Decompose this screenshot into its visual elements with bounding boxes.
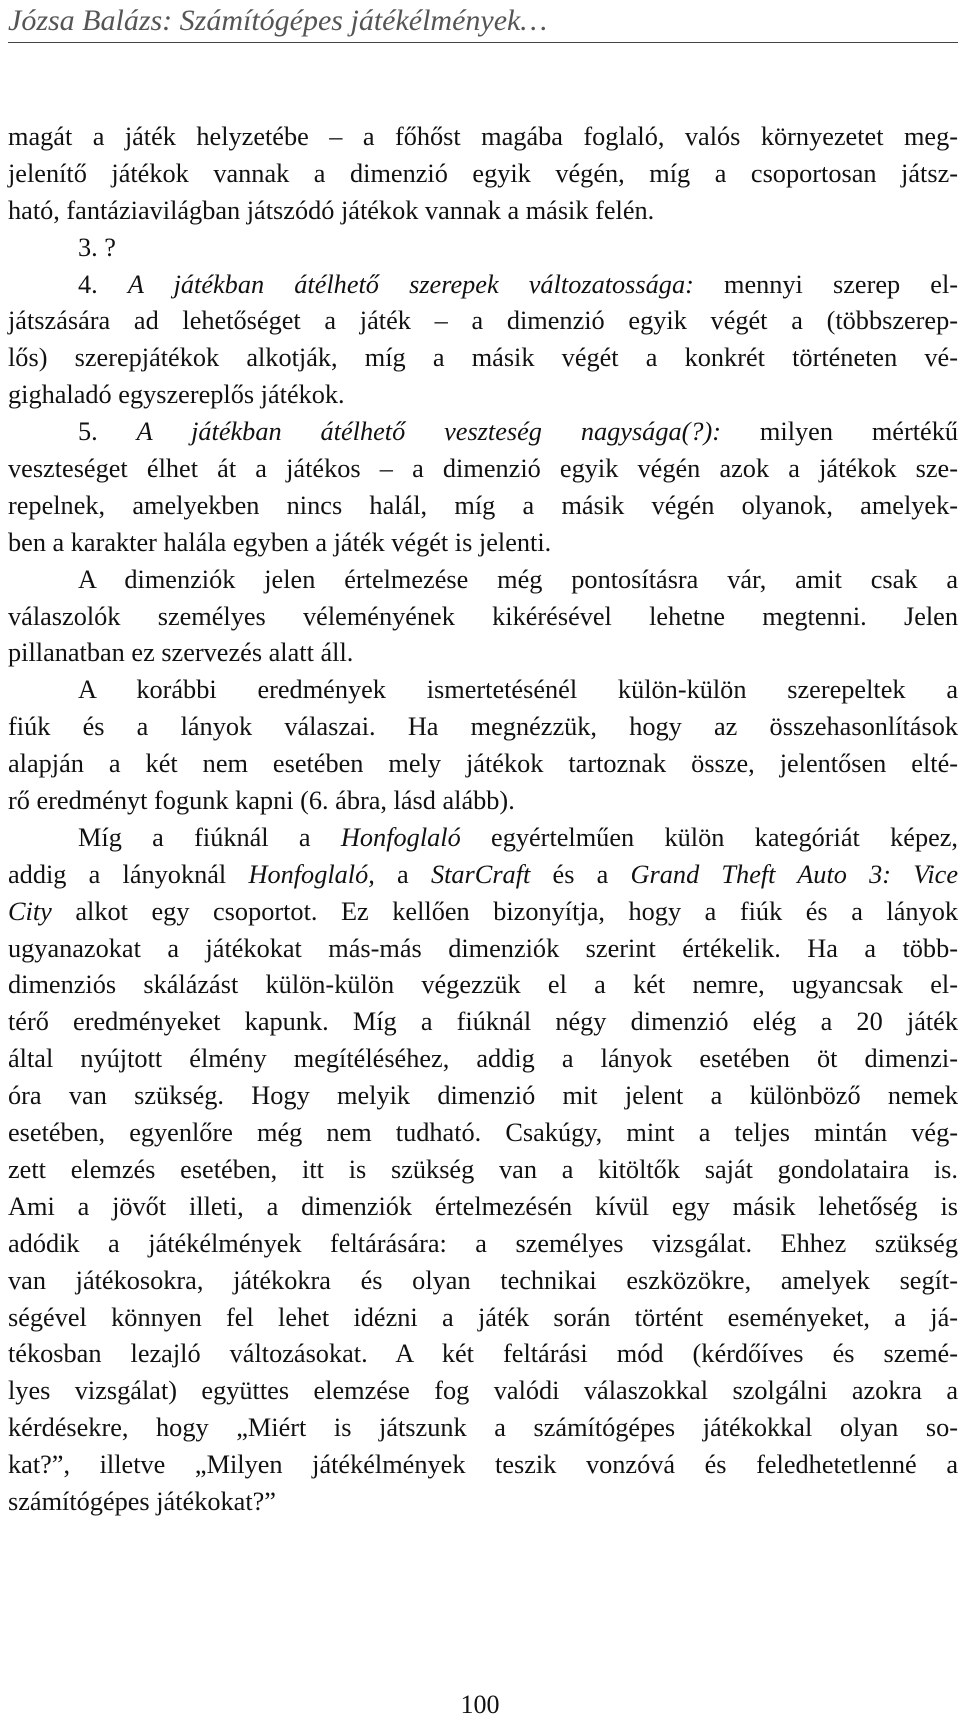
text-span: A dimenziók jelen értelmezése még pontosításra vár, amit csak a <box>78 564 958 594</box>
text-line <box>8 119 958 156</box>
text-line <box>8 1263 958 1300</box>
text-line <box>8 230 958 267</box>
text-span: ugyanazokat a játékokat más-más dimenziók szerint értékelik. Ha a több- <box>8 933 958 963</box>
text-line <box>8 1115 958 1152</box>
text-span: Ami a jövőt illeti, a dimenziók értelmezésén kívül egy másik lehetőség is <box>8 1191 958 1221</box>
text-line <box>8 599 958 636</box>
page-number: 100 <box>460 1690 500 1719</box>
text-line <box>8 1189 958 1226</box>
text-line <box>8 746 958 783</box>
text-line <box>8 1336 958 1373</box>
text-span: jelenítő játékok vannak a dimenzió egyik végén, míg a csoportosan játsz- <box>8 158 958 188</box>
text-span: dimenziós skálázást külön-külön végezzük el a két nemre, ugyancsak el- <box>8 970 958 1000</box>
text-span: kat?”, illetve „Milyen játékélmények teszik vonzóvá és feledhetetlenné a <box>8 1450 958 1480</box>
text-span: 5. <box>78 417 137 447</box>
text-span: alkot egy csoportot. Ez kellően bizonyítja, hogy a fiúk és a lányok <box>51 896 958 926</box>
text-span: addig a lányoknál <box>8 859 249 889</box>
text-span: adódik a játékélmények feltárására: a személyes vizsgálat. Ehhez szükség <box>8 1228 958 1258</box>
text-line <box>8 1152 958 1189</box>
text-span: ségével könnyen fel lehet idézni a játék során történt eseményeket, a já- <box>8 1302 958 1332</box>
text-line <box>8 857 958 894</box>
text-line <box>8 340 958 377</box>
header-rule <box>8 42 958 43</box>
text-line <box>8 1041 958 1078</box>
text-span: egyértelműen külön kategóriát képez, <box>460 822 959 852</box>
text-span: milyen mértékű <box>721 417 959 447</box>
body-text <box>8 119 958 1521</box>
text-span: fiúk és a lányok válaszai. Ha megnézzük, hogy az összehasonlítások <box>8 712 958 742</box>
text-span: esetében, egyenlőre még nem tudható. Csakúgy, mint a teljes mintán vég- <box>8 1118 958 1148</box>
text-line <box>8 1410 958 1447</box>
running-header: Józsa Balázs: Számítógépes játékélmények… <box>8 4 548 37</box>
italic-span: Honfoglaló <box>340 822 461 852</box>
text-line <box>8 488 958 525</box>
text-line <box>8 1300 958 1337</box>
text-span: óra van szükség. Hogy melyik dimenzió mit jelent a különböző nemek <box>8 1081 958 1111</box>
text-line <box>8 1447 958 1484</box>
text-span: rő eredményt fogunk kapni (6. ábra, lásd alább). <box>8 786 515 816</box>
text-line <box>8 894 958 931</box>
text-span: a <box>374 859 431 889</box>
text-span: 4. <box>78 269 128 299</box>
text-span: lyes vizsgálat) együttes elemzése fog valódi válaszokkal szolgálni azokra a <box>8 1376 958 1406</box>
text-span: zett elemzés esetében, itt is szükség van a kitöltők saját gondolataira is. <box>8 1154 958 1184</box>
text-span: alapján a két nem esetében mely játékok tartoznak össze, jelentősen elté- <box>8 749 958 779</box>
text-span: ben a karakter halála egyben a játék végét is jelenti. <box>8 527 552 557</box>
text-span: magát a játék helyzetébe – a főhőst magába foglaló, valós környezetet meg- <box>8 122 958 151</box>
text-line <box>8 525 958 562</box>
text-span: számítógépes játékokat?” <box>8 1486 276 1516</box>
text-line <box>8 562 958 599</box>
text-line <box>8 1004 958 1041</box>
text-line <box>8 1078 958 1115</box>
text-line <box>8 931 958 968</box>
text-line <box>8 820 958 857</box>
text-span: ható, fantáziavilágban játszódó játékok vannak a másik felén. <box>8 195 655 225</box>
text-line <box>8 1373 958 1410</box>
italic-span: A játékban átélhető szerepek változatossága: <box>127 269 694 299</box>
text-line <box>8 783 958 820</box>
text-span: pillanatban ez szervezés alatt áll. <box>8 638 354 668</box>
italic-span: StarCraft <box>430 859 531 889</box>
text-span: által nyújtott élmény megítéléséhez, addig a lányok esetében öt dimenzi- <box>8 1044 958 1074</box>
text-span: veszteséget élhet át a játékos – a dimenzió egyik végén azok a játékok sze- <box>8 454 958 484</box>
text-line <box>8 709 958 746</box>
text-line <box>8 303 958 340</box>
text-span: 3. ? <box>78 232 116 262</box>
text-line <box>8 672 958 709</box>
text-span: tékosban lezajló változásokat. A két feltárási mód (kérdőíves és szemé- <box>8 1339 958 1369</box>
italic-span: Grand Theft Auto 3: Vice <box>630 859 958 889</box>
text-span: játszására ad lehetőséget a játék – a dimenzió egyik végét a (többszerep- <box>8 306 958 336</box>
italic-span: Honfoglaló, <box>248 859 375 889</box>
text-line <box>8 1226 958 1263</box>
text-line <box>8 635 958 672</box>
text-span: válaszolók személyes véleményének kikérésével lehetne megtenni. Jelen <box>8 601 958 631</box>
text-line <box>8 414 958 451</box>
text-span: kérdésekre, hogy „Miért is játszunk a számítógépes játékokkal olyan so- <box>8 1413 958 1443</box>
text-line <box>8 377 958 414</box>
text-line <box>8 967 958 1004</box>
text-span: lős) szerepjátékok alkotják, míg a másik végét a konkrét történeten vé- <box>8 343 958 373</box>
text-line <box>8 193 958 230</box>
text-line <box>8 451 958 488</box>
italic-span: A játékban átélhető veszteség nagysága(?): <box>136 417 722 447</box>
text-span: repelnek, amelyekben nincs halál, míg a másik végén olyanok, amelyek- <box>8 490 958 520</box>
text-line <box>8 267 958 304</box>
text-span: és a <box>530 859 631 889</box>
text-span: gighaladó egyszereplős játékok. <box>8 380 345 410</box>
text-span: térő eredményeket kapunk. Míg a fiúknál négy dimenzió elég a 20 játék <box>8 1007 958 1037</box>
text-line <box>8 1484 958 1521</box>
text-span: A korábbi eredmények ismertetésénél külön-külön szerepeltek a <box>78 675 958 705</box>
italic-span: City <box>8 896 52 926</box>
text-span: Míg a fiúknál a <box>78 822 341 852</box>
text-line <box>8 156 958 193</box>
text-span: mennyi szerep el- <box>693 269 959 299</box>
text-span: van játékosokra, játékokra és olyan technikai eszközökre, amelyek segít- <box>8 1265 958 1295</box>
